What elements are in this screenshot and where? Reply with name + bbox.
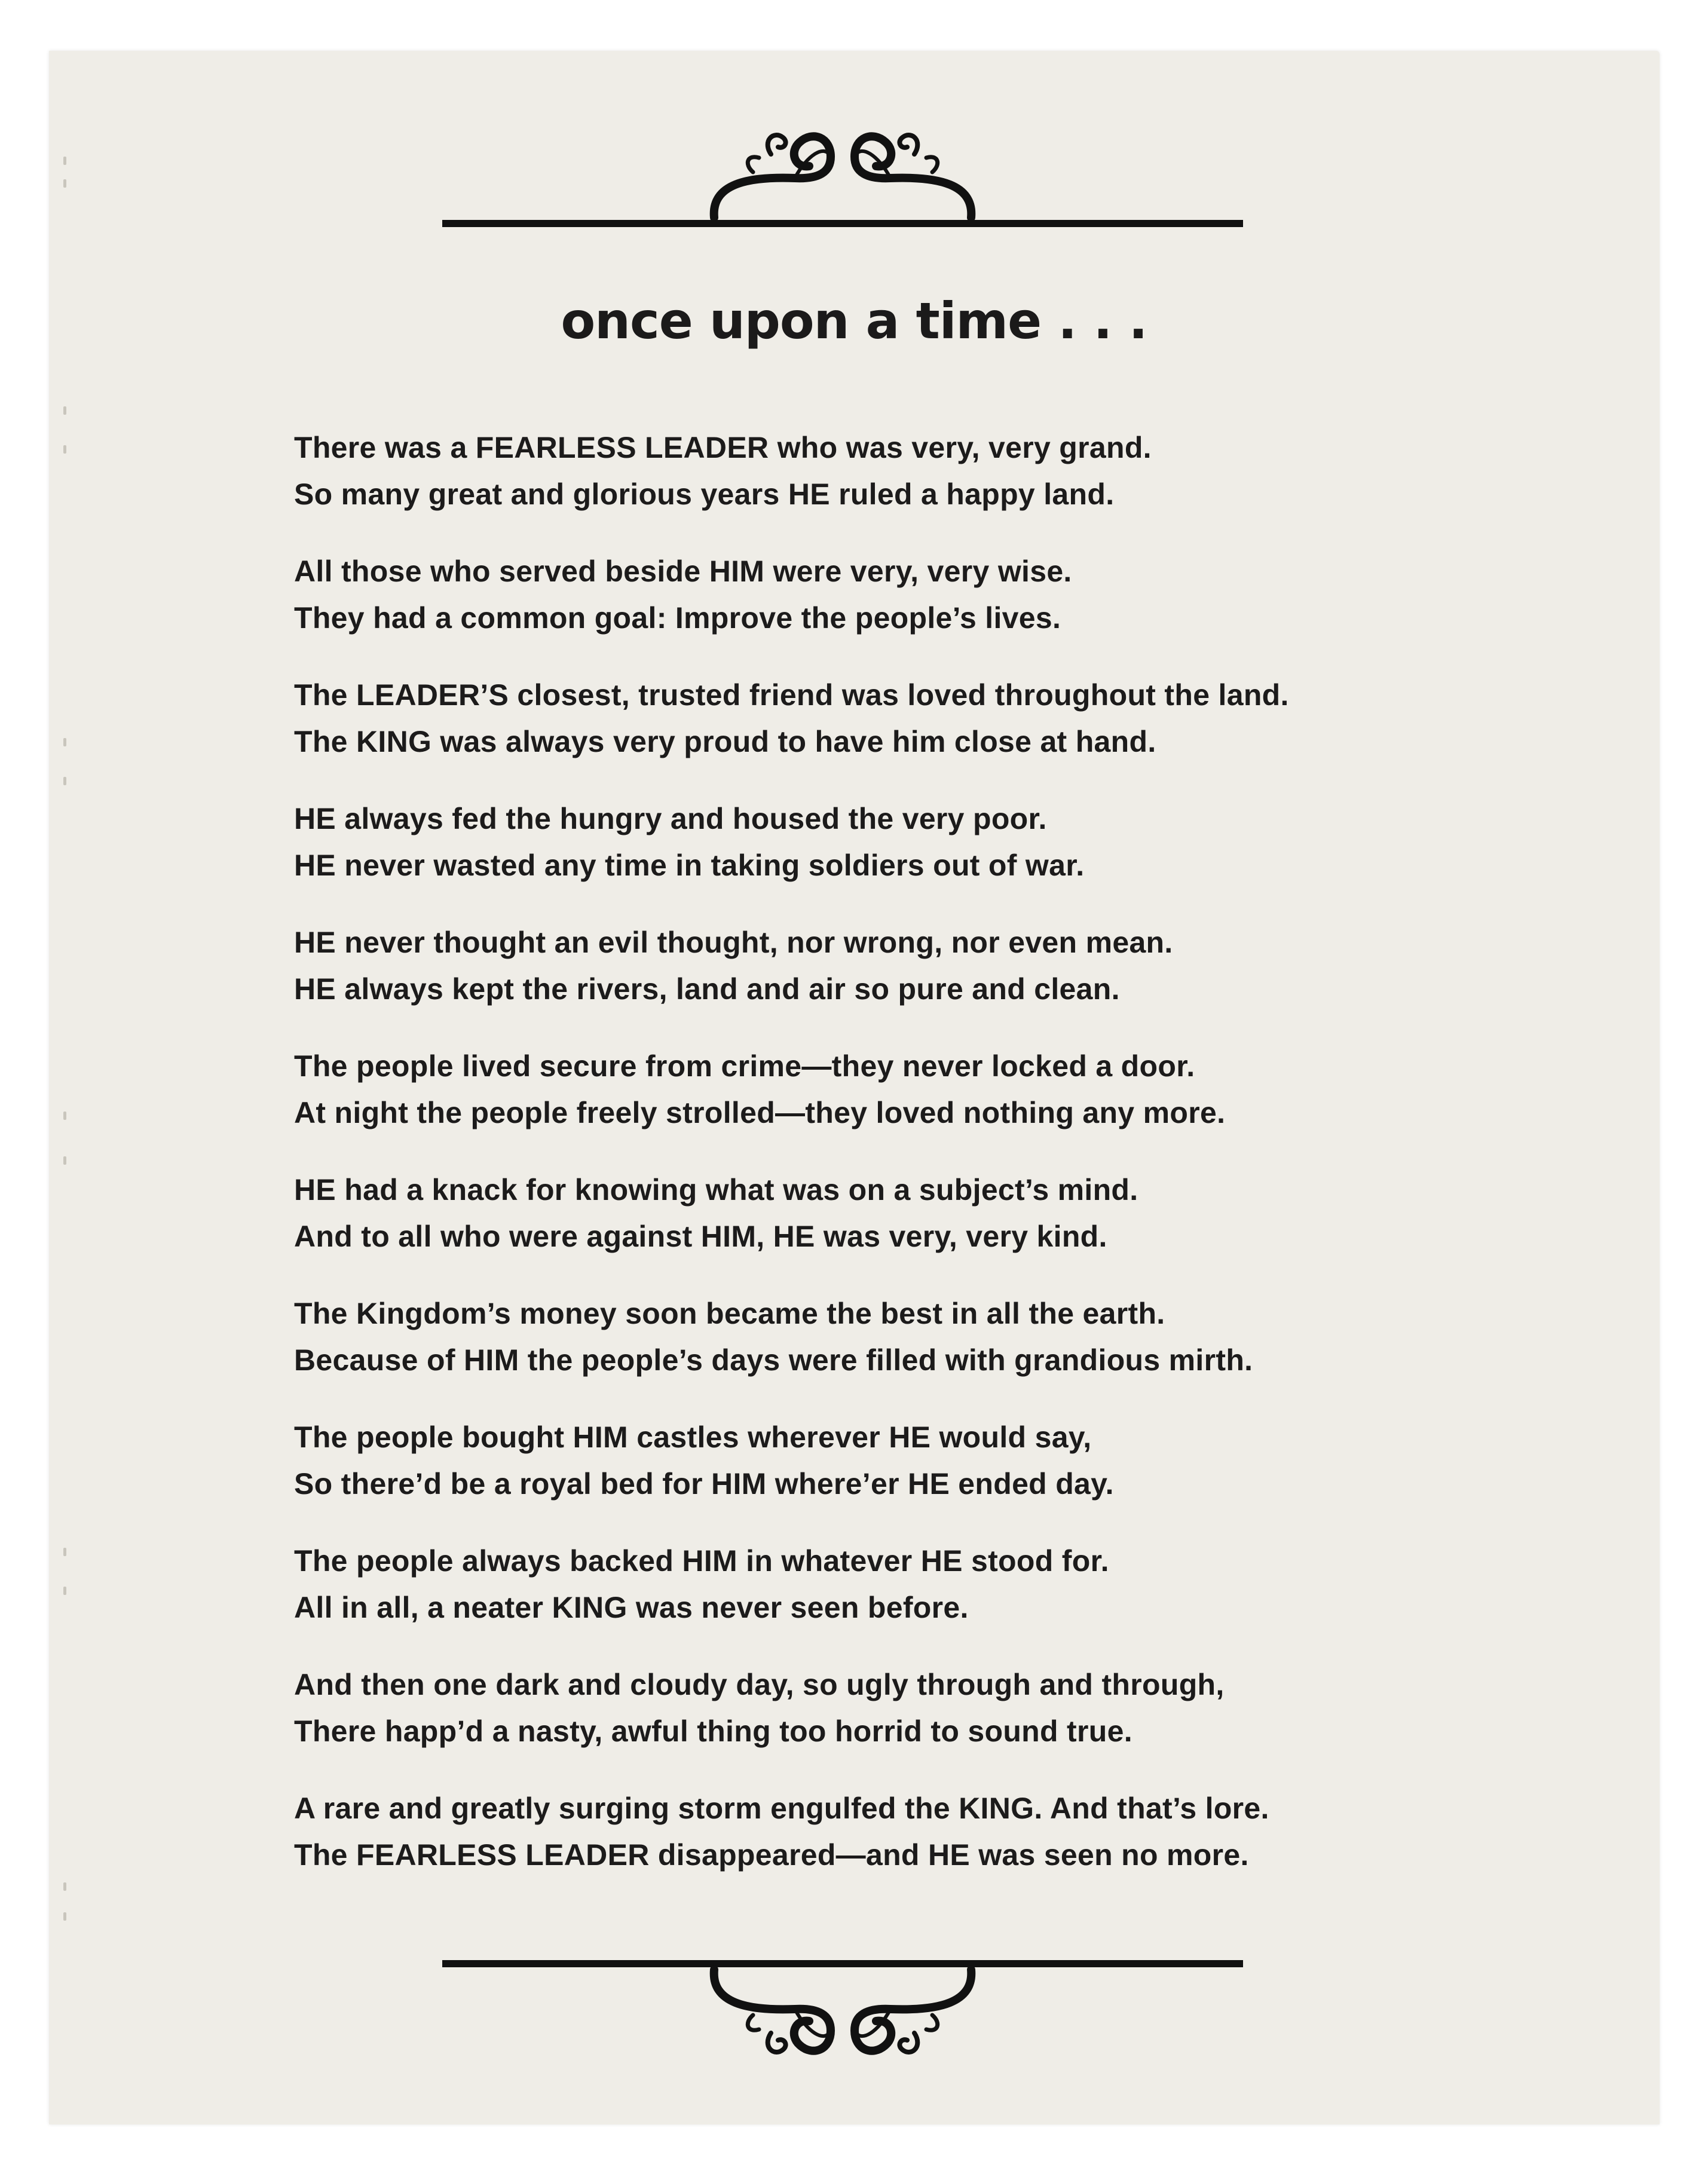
poem-line: At night the people freely strolled—they loved nothing any more. (294, 1096, 1226, 1129)
poem-line: The KING was always very proud to have him close at hand. (294, 725, 1156, 758)
poem-line: There was a FEARLESS LEADER who was very, very grand. (294, 431, 1152, 464)
poem-line: HE never wasted any time in taking soldiers out of war. (294, 849, 1085, 882)
stanza (294, 424, 1489, 518)
binder-hole-mark (63, 1112, 66, 1120)
binder-hole-mark (63, 179, 66, 188)
binder-hole-mark (63, 1548, 66, 1556)
poem-line: The Kingdom’s money soon became the best in all the earth. (294, 1297, 1165, 1330)
poem-line: HE never thought an evil thought, nor wrong, nor even mean. (294, 926, 1173, 959)
poem-line: HE always fed the hungry and housed the very poor. (294, 802, 1047, 835)
poem-line: All those who served beside HIM were very, very wise. (294, 555, 1072, 588)
poem-line: And to all who were against HIM, HE was very, very kind. (294, 1220, 1107, 1253)
stanza (294, 1290, 1489, 1383)
binder-hole-mark (63, 157, 66, 165)
stanza (294, 672, 1489, 765)
stanza (294, 1043, 1489, 1136)
poem-line: Because of HIM the people’s days were filled with grandious mirth. (294, 1343, 1253, 1377)
stanza (294, 1785, 1489, 1878)
stanza (294, 1661, 1489, 1755)
binder-hole-mark (63, 777, 66, 785)
poem-line: They had a common goal: Improve the people’s lives. (294, 601, 1061, 635)
binder-hole-mark (63, 1156, 66, 1165)
stanza (294, 548, 1489, 641)
binder-hole-mark (63, 1587, 66, 1595)
poem-line: The LEADER’S closest, trusted friend was loved throughout the land. (294, 678, 1289, 712)
poem-line: And then one dark and cloudy day, so ugly through and through, (294, 1668, 1225, 1701)
binder-hole-mark (63, 738, 66, 746)
poem-line: The FEARLESS LEADER disappeared—and HE was seen no more. (294, 1838, 1249, 1872)
bottom-ornament-divider (436, 1942, 1249, 2080)
binder-hole-mark (63, 1882, 66, 1891)
top-ornament-divider (436, 114, 1249, 251)
poem-line: The people bought HIM castles wherever HE would say, (294, 1420, 1092, 1454)
poem-line: So there’d be a royal bed for HIM where’er HE ended day. (294, 1467, 1114, 1501)
page-title: once upon a time . . . (561, 292, 1147, 350)
poem-line: The people always backed HIM in whatever HE stood for. (294, 1544, 1109, 1578)
binder-hole-mark (63, 406, 66, 415)
binder-hole-mark (63, 445, 66, 454)
poem-line: HE always kept the rivers, land and air so pure and clean. (294, 972, 1120, 1006)
poem-body (294, 424, 1489, 1909)
poem-line: There happ’d a nasty, awful thing too horrid to sound true. (294, 1714, 1132, 1748)
stanza (294, 795, 1489, 889)
poem-line: HE had a knack for knowing what was on a subject’s mind. (294, 1173, 1138, 1207)
poem-line: The people lived secure from crime—they never locked a door. (294, 1049, 1195, 1083)
stanza (294, 1414, 1489, 1507)
stanza (294, 1538, 1489, 1631)
poem-line: A rare and greatly surging storm engulfed the KING. And that’s lore. (294, 1792, 1269, 1825)
stanza (294, 919, 1489, 1012)
poem-line: All in all, a neater KING was never seen before. (294, 1591, 969, 1624)
binder-hole-mark (63, 1912, 66, 1921)
stanza (294, 1166, 1489, 1260)
poem-line: So many great and glorious years HE ruled a happy land. (294, 477, 1115, 511)
